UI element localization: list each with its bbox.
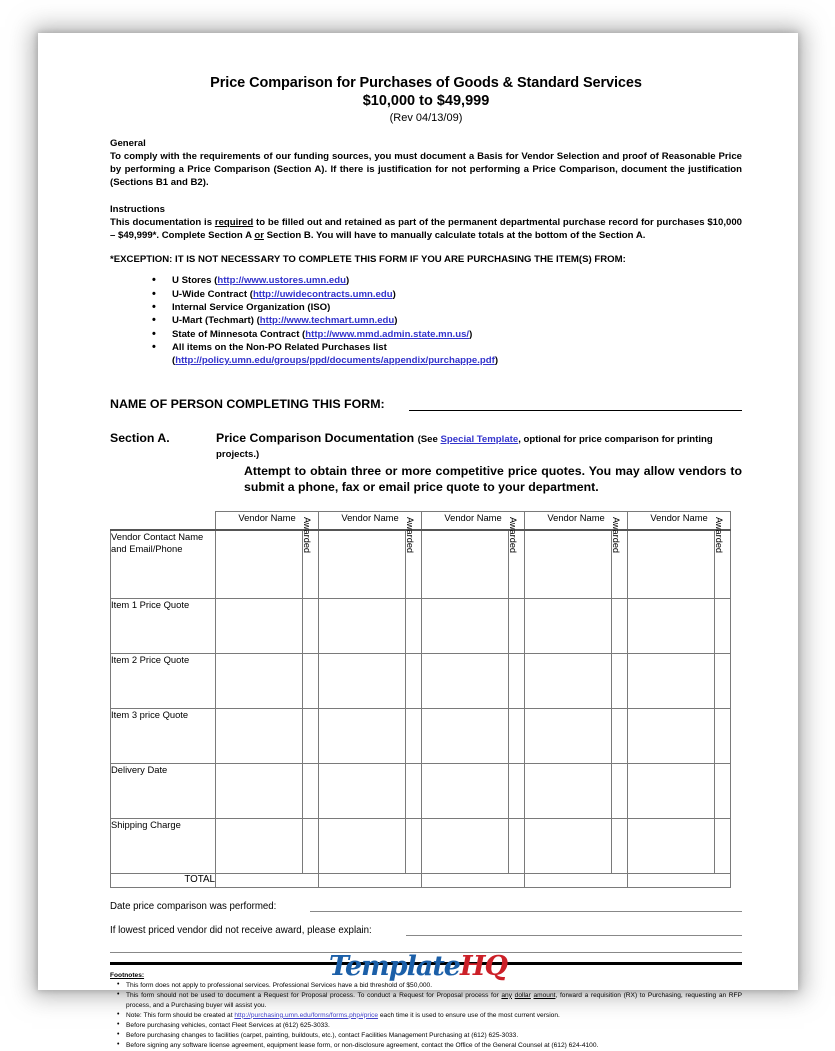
- cell-vendor2-contact[interactable]: [319, 530, 406, 598]
- awarded-vendor3-item1[interactable]: [509, 598, 525, 653]
- table-header-row: [111, 512, 731, 531]
- cell-vendor1-item3[interactable]: [216, 708, 303, 763]
- awarded-cell-vendor4[interactable]: [610, 517, 628, 598]
- awarded-vendor3-delivery[interactable]: [509, 763, 525, 818]
- uwidecontracts-link[interactable]: http://uwidecontracts.umn.edu: [252, 288, 393, 300]
- table-row: [111, 708, 731, 763]
- awarded-vendor5-shipping[interactable]: [715, 818, 731, 873]
- awarded-vendor4-item1[interactable]: [612, 598, 628, 653]
- cell-vendor5-shipping[interactable]: [628, 818, 715, 873]
- awarded-cell-vendor2[interactable]: [404, 517, 422, 598]
- awarded-vendor2-delivery[interactable]: [406, 763, 422, 818]
- cell-vendor5-item2[interactable]: [628, 653, 715, 708]
- row-label-delivery-date: Delivery Date: [111, 763, 216, 818]
- explain-label: If lowest priced vendor did not receive award, please explain:: [110, 924, 372, 936]
- instructions-text-a: This documentation is: [110, 216, 215, 228]
- section-a-body: Attempt to obtain three or more competitive price quotes. You may allow vendors to submit a phone, fax or email price quote to your department.: [244, 464, 742, 495]
- name-of-person-label: NAME OF PERSON COMPLETING THIS FORM:: [110, 396, 385, 411]
- general-paragraph: To comply with the requirements of our funding sources, you must document a Basis for Vendor Selection and proof of Reasonable Price by performing a Price Comparison (Section A). If there is justification for not performing a Price Comparison, document the justification (Sections B1 and B2).: [110, 151, 742, 189]
- techmart-link[interactable]: http://www.techmart.umn.edu: [259, 315, 395, 327]
- mmd-state-link[interactable]: http://www.mmd.admin.state.mn.us/: [305, 328, 470, 340]
- section-a: [110, 431, 742, 496]
- vendor-name-header-5: Vendor Name: [628, 512, 731, 531]
- section-a-heading: Price Comparison Documentation: [216, 430, 415, 445]
- total-vendor1[interactable]: [216, 873, 319, 887]
- cell-vendor3-delivery[interactable]: [422, 763, 509, 818]
- awarded-vendor5-item3[interactable]: [715, 708, 731, 763]
- awarded-label: Awarded: [507, 517, 518, 554]
- vendor-name-header-3: Vendor Name: [422, 512, 525, 531]
- vendor-name-header-1: Vendor Name: [216, 512, 319, 531]
- page-title: Price Comparison for Purchases of Goods & Standard Services: [210, 75, 642, 91]
- cell-vendor3-item1[interactable]: [422, 598, 509, 653]
- cell-vendor1-item1[interactable]: [216, 598, 303, 653]
- list-item: [110, 991, 742, 1011]
- logo-text-hq: HQ: [460, 951, 508, 982]
- table-row: [111, 763, 731, 818]
- row-label-vendor-contact: Vendor Contact Name and Email/Phone: [111, 530, 216, 598]
- cell-vendor1-delivery[interactable]: [216, 763, 303, 818]
- footnote-text: This form does not apply to professional services. Professional Services have a bid threshold of $50,000.: [126, 981, 433, 989]
- date-performed-input[interactable]: [310, 899, 742, 912]
- non-po-purchases-link[interactable]: http://policy.umn.edu/groups/ppd/documents/appendix/purchappe.pdf: [175, 354, 495, 366]
- list-item: [110, 981, 742, 991]
- list-item: [110, 1011, 742, 1021]
- source-label: U-Wide Contract (: [172, 288, 253, 300]
- awarded-vendor1-shipping[interactable]: [303, 818, 319, 873]
- cell-vendor2-delivery[interactable]: [319, 763, 406, 818]
- awarded-vendor1-delivery[interactable]: [303, 763, 319, 818]
- footnote-text: Before signing any software license agreement, equipment lease form, or non-disclosure agreement, contact the Office of the General Counsel at (612) 624-4100.: [126, 1041, 599, 1049]
- section-a-note-close: , optional for price comparison for printing projects.): [216, 433, 713, 461]
- cell-vendor4-contact[interactable]: [525, 530, 612, 598]
- document-page: [38, 33, 798, 1049]
- instructions-required-word: required: [214, 216, 254, 228]
- cell-vendor5-item3[interactable]: [628, 708, 715, 763]
- instructions-paragraph: [110, 216, 742, 242]
- price-comparison-table: [110, 511, 731, 888]
- cell-vendor1-contact[interactable]: [216, 530, 303, 598]
- row-label-item3: Item 3 price Quote: [111, 708, 216, 763]
- paren-open: (: [172, 354, 176, 366]
- date-performed-label: Date price comparison was performed:: [110, 900, 277, 912]
- list-item: [110, 1021, 742, 1031]
- name-of-person-field[interactable]: [110, 396, 742, 411]
- awarded-vendor4-item2[interactable]: [612, 653, 628, 708]
- awarded-vendor4-item3[interactable]: [612, 708, 628, 763]
- table-row: [111, 818, 731, 873]
- source-label: Internal Service Organization (ISO): [172, 302, 331, 314]
- cell-vendor2-item2[interactable]: [319, 653, 406, 708]
- exempt-sources-list: [110, 274, 742, 355]
- list-item: [110, 314, 742, 327]
- cell-vendor4-item2[interactable]: [525, 653, 612, 708]
- cell-vendor3-shipping[interactable]: [422, 818, 509, 873]
- cell-vendor4-item3[interactable]: [525, 708, 612, 763]
- footnote-text-post: each time it is used to ensure use of the most current version.: [378, 1011, 560, 1019]
- general-heading: General: [110, 138, 146, 149]
- list-item: [110, 301, 742, 314]
- cell-vendor3-item2[interactable]: [422, 653, 509, 708]
- awarded-vendor4-shipping[interactable]: [612, 818, 628, 873]
- section-a-note-open: (See: [417, 433, 441, 445]
- awarded-label: Awarded: [301, 517, 312, 554]
- footnote-text: Before purchasing vehicles, contact Fleet Services at (612) 625-3033.: [126, 1021, 330, 1029]
- footnote-text: Before purchasing changes to facilities (carpet, painting, buildouts, etc.), contact Facilities Management Purchasing at (612) 625-3033.: [126, 1031, 519, 1039]
- awarded-cell-vendor5[interactable]: [713, 517, 731, 598]
- cell-vendor5-contact[interactable]: [628, 530, 715, 598]
- row-label-item2: Item 2 Price Quote: [111, 653, 216, 708]
- section-a-heading-line: [216, 431, 742, 462]
- cell-vendor2-item3[interactable]: [319, 708, 406, 763]
- page-subtitle: $10,000 to $49,999: [362, 93, 490, 109]
- awarded-vendor3-shipping[interactable]: [509, 818, 525, 873]
- explain-field[interactable]: [110, 923, 742, 936]
- list-item: [110, 288, 742, 301]
- total-vendor4[interactable]: [525, 873, 628, 887]
- table-row: [111, 530, 731, 598]
- cell-vendor4-delivery[interactable]: [525, 763, 612, 818]
- list-item: [110, 1031, 742, 1041]
- instructions-text-b: to be filled out and retained as part of the permanent departmental purchase record for purchases $10,000 – $49,999*. Complete Section A: [110, 216, 743, 241]
- source-tail: ): [345, 275, 350, 287]
- instructions-or-word: or: [254, 229, 264, 241]
- list-item: [110, 341, 742, 354]
- cell-vendor5-delivery[interactable]: [628, 763, 715, 818]
- exception-notice: *EXCEPTION: IT IS NOT NECESSARY TO COMPLETE THIS FORM IF YOU ARE PURCHASING THE ITEM(S) FROM:: [110, 254, 626, 266]
- awarded-vendor2-item1[interactable]: [406, 598, 422, 653]
- awarded-cell-vendor1[interactable]: [301, 517, 319, 598]
- awarded-vendor2-shipping[interactable]: [406, 818, 422, 873]
- awarded-vendor4-delivery[interactable]: [612, 763, 628, 818]
- total-vendor2[interactable]: [319, 873, 422, 887]
- awarded-vendor2-item3[interactable]: [406, 708, 422, 763]
- awarded-vendor1-item2[interactable]: [303, 653, 319, 708]
- cell-vendor1-item2[interactable]: [216, 653, 303, 708]
- source-tail: ): [394, 315, 398, 327]
- footnote-text: This form should not be used to document a Request for Proposal process. To conduct a Request for Proposal process for any dollar amount, forward a requisition (RX) to Purchasing, requesting an RFP process, and a Purchasing buyer will assist you.: [126, 991, 742, 1009]
- logo-text-template: Template: [328, 951, 460, 982]
- cell-vendor1-shipping[interactable]: [216, 818, 303, 873]
- source-label: State of Minnesota Contract (: [172, 328, 306, 340]
- source-tail: ): [469, 328, 473, 340]
- row-label-shipping-charge: Shipping Charge: [111, 818, 216, 873]
- source-label: U-Mart (Techmart) (: [172, 315, 260, 327]
- name-of-person-input[interactable]: [409, 396, 742, 411]
- list-item: [110, 328, 742, 341]
- vendor-name-header-2: Vendor Name: [319, 512, 422, 531]
- row-label-item1: Item 1 Price Quote: [111, 598, 216, 653]
- ustores-link[interactable]: http://www.ustores.umn.edu: [217, 275, 346, 287]
- templatehq-logo: [38, 951, 798, 982]
- cell-vendor4-shipping[interactable]: [525, 818, 612, 873]
- awarded-cell-vendor3[interactable]: [507, 517, 525, 598]
- list-item: [110, 274, 742, 287]
- footnote-text: Note: This form should be created at: [126, 1011, 235, 1019]
- list-item: [110, 1041, 742, 1051]
- total-vendor3[interactable]: [422, 873, 525, 887]
- source-tail: ): [392, 288, 396, 300]
- section-a-label: Section A.: [110, 430, 170, 445]
- awarded-label: Awarded: [404, 517, 415, 554]
- purchasing-forms-link[interactable]: http://purchasing.umn.edu/forms/forms.php#price: [234, 1011, 379, 1019]
- awarded-label: Awarded: [610, 517, 621, 554]
- source-label: All items on the Non-PO Related Purchases list: [172, 342, 387, 354]
- paren-close: ): [494, 354, 499, 366]
- non-po-url-line: [110, 355, 742, 366]
- cell-vendor5-item1[interactable]: [628, 598, 715, 653]
- date-performed-field[interactable]: [110, 899, 742, 912]
- cell-vendor4-item1[interactable]: [525, 598, 612, 653]
- header-corner-blank: [111, 512, 216, 531]
- total-label: TOTAL: [111, 873, 216, 887]
- footnotes-heading: Footnotes:: [110, 971, 145, 979]
- special-template-link[interactable]: Special Template: [440, 433, 519, 445]
- total-vendor5[interactable]: [628, 873, 731, 887]
- awarded-vendor1-item3[interactable]: [303, 708, 319, 763]
- explain-input[interactable]: [406, 923, 742, 936]
- awarded-vendor5-item1[interactable]: [715, 598, 731, 653]
- vendor-name-header-4: Vendor Name: [525, 512, 628, 531]
- cell-vendor2-item1[interactable]: [319, 598, 406, 653]
- cell-vendor3-contact[interactable]: [422, 530, 509, 598]
- awarded-label: Awarded: [713, 517, 724, 554]
- awarded-vendor3-item3[interactable]: [509, 708, 525, 763]
- awarded-vendor1-item1[interactable]: [303, 598, 319, 653]
- table-row: [111, 653, 731, 708]
- instructions-text-c: Section B. You will have to manually calculate totals at the bottom of the Section A.: [263, 229, 646, 241]
- table-row: [111, 598, 731, 653]
- source-label: U Stores (: [172, 275, 218, 287]
- footnotes-list: [110, 981, 742, 1051]
- instructions-heading: Instructions: [110, 203, 165, 215]
- revision-label: (Rev 04/13/09): [389, 112, 463, 124]
- awarded-vendor5-delivery[interactable]: [715, 763, 731, 818]
- table-total-row: [111, 873, 731, 887]
- cell-vendor3-item3[interactable]: [422, 708, 509, 763]
- cell-vendor2-shipping[interactable]: [319, 818, 406, 873]
- awarded-vendor3-item2[interactable]: [509, 653, 525, 708]
- awarded-vendor5-item2[interactable]: [715, 653, 731, 708]
- awarded-vendor2-item2[interactable]: [406, 653, 422, 708]
